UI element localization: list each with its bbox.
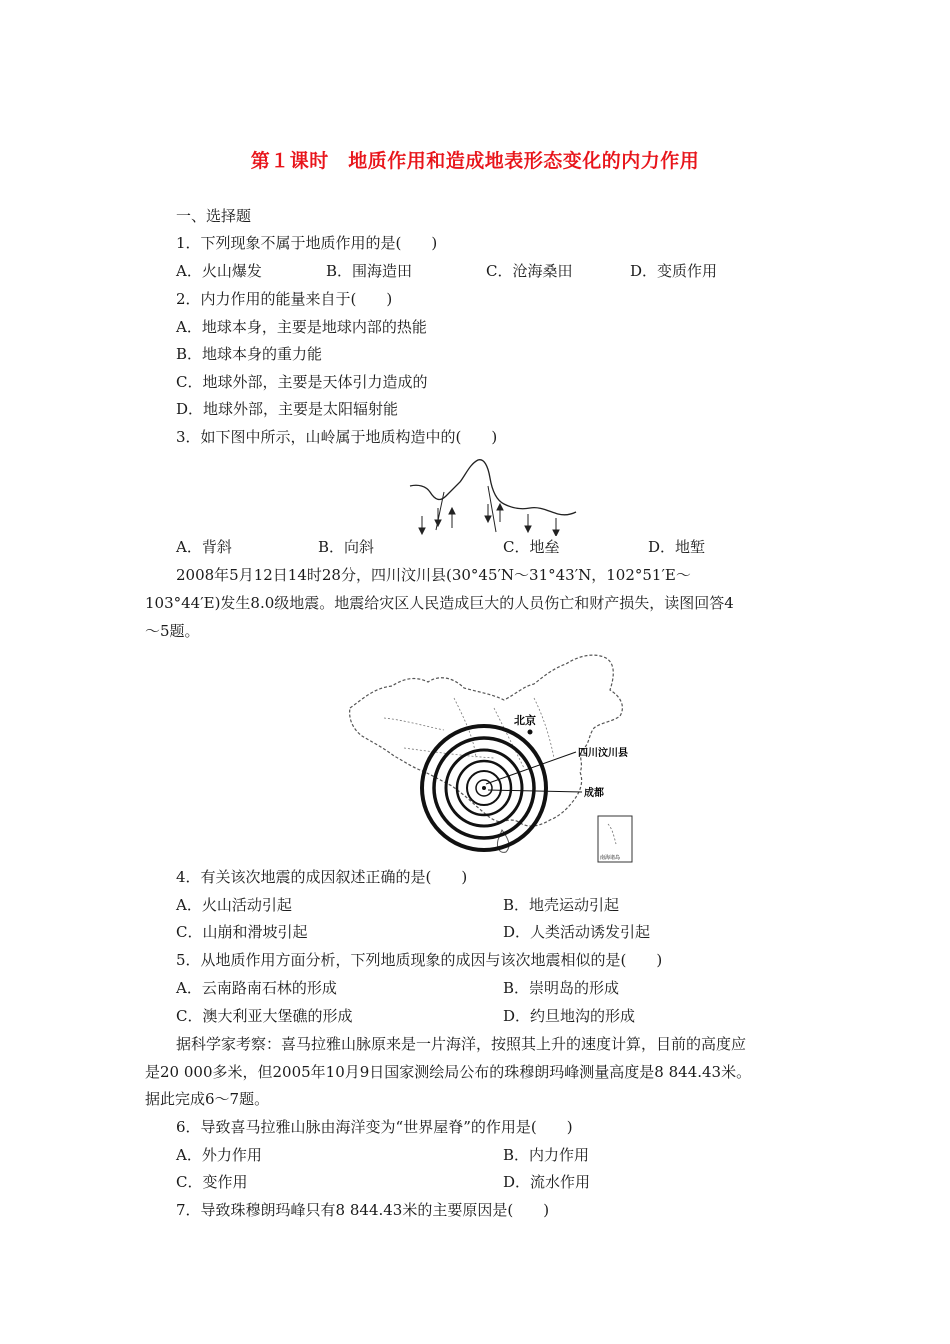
passage-1-line-3: ～5题。 [145, 622, 200, 640]
passage-2-line-2: 是20 000多米，但2005年10月9日国家测绘局公布的珠穆朗玛峰测量高度是8 844.43米。 [145, 1063, 752, 1081]
inset-label: 南海诸岛 [600, 855, 621, 861]
passage-1-line-2: 103°44′E)发生8.0级地震。地震给灾区人民造成巨大的人员伤亡和财产损失，读图回答4 [145, 594, 734, 612]
question-5-option-a: A．云南路南石林的形成 [176, 979, 337, 997]
question-2-option-a: A．地球本身，主要是地球内部的热能 [176, 318, 427, 336]
question-4-stem: 4．有关该次地震的成因叙述正确的是( ) [176, 868, 468, 886]
chengdu-label: 成都 [584, 788, 604, 799]
beijing-label: 北京 [514, 714, 536, 727]
beijing-marker [528, 730, 533, 735]
question-1-option-c: C．沧海桑田 [486, 262, 573, 280]
question-6-stem: 6．导致喜马拉雅山脉由海洋变为“世界屋脊”的作用是( ) [176, 1118, 573, 1136]
question-1-stem: 1．下列现象不属于地质作用的是( ) [176, 234, 438, 252]
question-6-option-b: B．内力作用 [503, 1146, 590, 1164]
china-outline [350, 655, 623, 826]
question-3-option-d: D．地堑 [648, 538, 706, 556]
question-5-option-b: B．崇明岛的形成 [503, 979, 620, 997]
question-2-option-d: D．地球外部，主要是太阳辐射能 [176, 400, 399, 418]
question-4-option-d: D．人类活动诱发引起 [503, 923, 651, 941]
question-5-option-c: C．澳大利亚大堡礁的形成 [176, 1007, 353, 1025]
question-3-option-a: A．背斜 [176, 538, 232, 556]
question-2-option-b: B．地球本身的重力能 [176, 345, 323, 363]
question-3-option-c: C．地垒 [503, 538, 560, 556]
question-5-stem: 5．从地质作用方面分析，下列地质现象的成因与该次地震相似的是( ) [176, 951, 663, 969]
question-4-option-b: B．地壳运动引起 [503, 896, 620, 914]
question-1-option-d: D．变质作用 [630, 262, 718, 280]
terrain-profile-line [410, 460, 576, 515]
question-1-option-a: A．火山爆发 [176, 262, 262, 280]
question-1-option-b: B．围海造田 [326, 262, 413, 280]
section-heading: 一、选择题 [176, 207, 252, 225]
question-6-option-a: A．外力作用 [176, 1146, 262, 1164]
question-2-option-c: C．地球外部，主要是天体引力造成的 [176, 373, 428, 391]
wenchuan-label: 四川汶川县 [578, 748, 628, 759]
question-2-stem: 2．内力作用的能量来自于( ) [176, 290, 393, 308]
question-7-stem: 7．导致珠穆朗玛峰只有8 844.43米的主要原因是( ) [176, 1201, 550, 1219]
epicenter-marker [482, 786, 486, 790]
page-title: 第１课时 地质作用和造成地表形态变化的内力作用 [250, 150, 700, 172]
question-5-option-d: D．约旦地沟的形成 [503, 1007, 636, 1025]
question-4-option-a: A．火山活动引起 [176, 896, 292, 914]
passage-1-line-1: 2008年5月12日14时28分，四川汶川县(30°45′N～31°43′N，102°51′E～ [176, 566, 691, 584]
question-3-option-b: B．向斜 [318, 538, 375, 556]
question-3-stem: 3．如下图中所示，山岭属于地质构造中的( ) [176, 428, 498, 446]
passage-2-line-3: 据此完成6～7题。 [145, 1090, 270, 1108]
mountain-cross-section-figure [408, 456, 578, 536]
wenchuan-leader-line [486, 752, 576, 784]
question-6-option-c: C．变作用 [176, 1173, 248, 1191]
china-earthquake-map [344, 648, 644, 866]
passage-2-line-1: 据科学家考察：喜马拉雅山脉原来是一片海洋，按照其上升的速度计算，目前的高度应 [176, 1035, 747, 1053]
question-4-option-c: C．山崩和滑坡引起 [176, 923, 308, 941]
question-6-option-d: D．流水作用 [503, 1173, 591, 1191]
